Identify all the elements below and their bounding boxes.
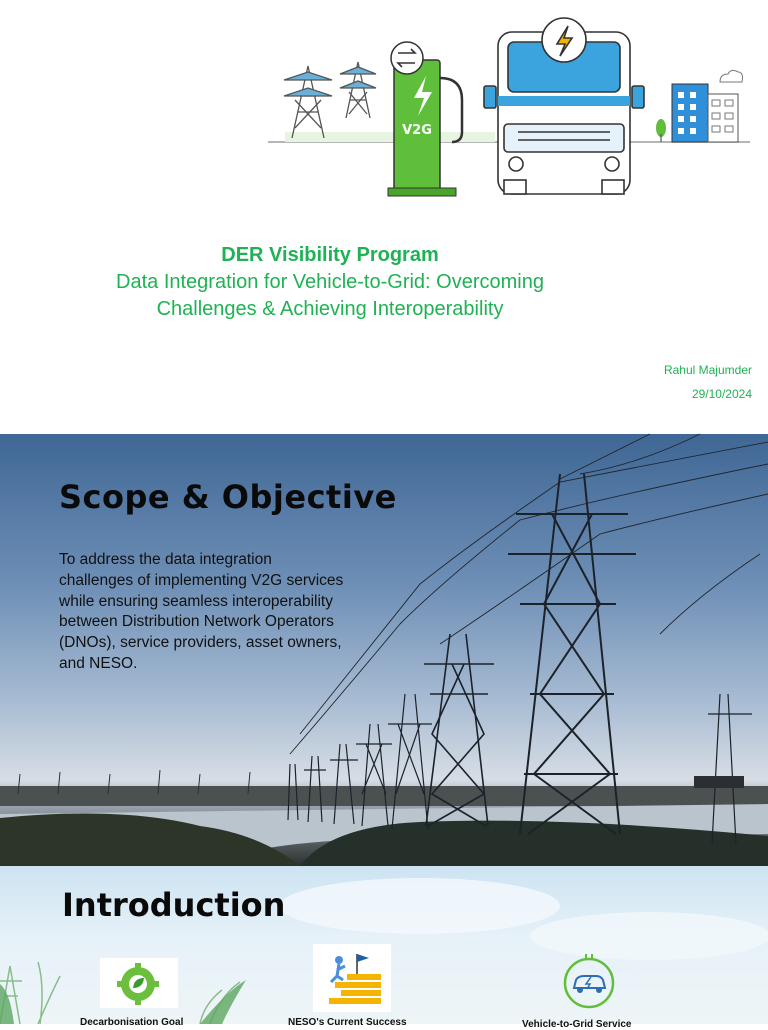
v2g-illustration (0, 0, 768, 434)
scope-text-line: (DNOs), service providers, asset owners, (59, 634, 342, 652)
scope-text-line: To address the data integration (59, 551, 272, 568)
subtitle-line: Challenges & Achieving Interoperability (156, 298, 504, 320)
scope-description (59, 550, 389, 675)
electric-bus-icon (484, 18, 644, 194)
scope-text-line: while ensuring seamless interoperability (59, 592, 333, 610)
ev-plug-icon (556, 952, 622, 1014)
decarbonisation-card (100, 958, 178, 1008)
scope-slide (0, 434, 768, 866)
stairs-flag-icon (313, 944, 391, 1012)
card-label: Decarbonisation Goal (80, 1017, 184, 1028)
scope-text-line: challenges of implementing V2G services (59, 571, 344, 589)
building-icon (656, 70, 743, 142)
charger-label: V2G (402, 123, 432, 138)
presentation-date: 29/10/2024 (691, 387, 752, 401)
v2g-service-card (556, 952, 622, 1014)
card-label: NESO's Current Success (288, 1017, 407, 1028)
card-label: Vehicle-to-Grid Service (522, 1019, 632, 1030)
scope-text-line: and NESO. (59, 654, 138, 672)
title-slide (0, 0, 768, 434)
scope-heading: Scope & Objective (59, 478, 397, 516)
subtitle-line: Data Integration for Vehicle-to-Grid: Overcoming (116, 271, 544, 293)
neso-success-card (313, 944, 391, 1012)
pylon-icon (284, 66, 332, 138)
title-block (40, 241, 620, 323)
pylon-icon (340, 62, 376, 118)
v2g-charger-icon (388, 42, 462, 196)
author-name: Rahul Majumder (663, 363, 752, 377)
introduction-slide (0, 866, 768, 1030)
program-title: DER Visibility Program (221, 244, 439, 266)
gear-leaf-icon (100, 958, 178, 1008)
scope-text-line: between Distribution Network Operators (59, 613, 334, 631)
introduction-heading: Introduction (62, 886, 286, 924)
